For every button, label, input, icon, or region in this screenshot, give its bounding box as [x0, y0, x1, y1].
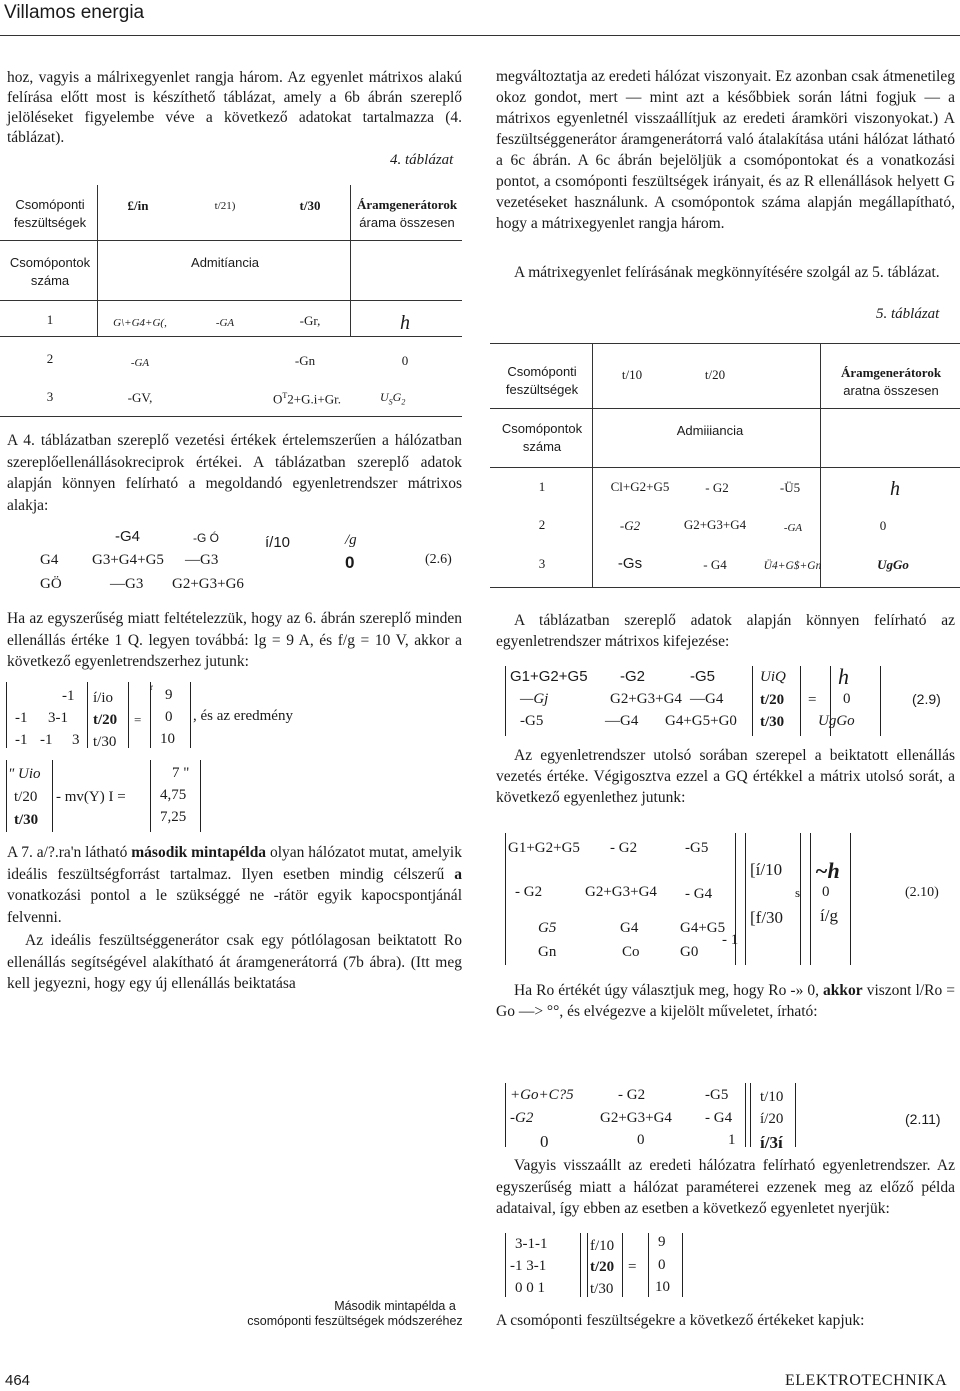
table5-col-1: t/10	[621, 367, 643, 382]
eqB-v1: " Uio	[8, 766, 41, 782]
eq210-r4-4: - 1	[722, 932, 739, 948]
eq211-r2-3: - G4	[705, 1110, 733, 1126]
table4-caption: 4. táblázat	[390, 152, 454, 168]
table5-row1-node: 1	[538, 479, 546, 494]
eq210-v2: [f/30	[750, 908, 784, 927]
eqA-equals: =	[134, 712, 142, 727]
eqA-m-r1: -1	[62, 688, 75, 704]
table5-row3-node: 3	[538, 556, 546, 571]
eq26-r3-1: GÖ	[40, 576, 62, 592]
table5-header-generators: Áramgenerátorok	[840, 365, 942, 380]
eq29-r1-5: h	[838, 664, 849, 689]
table5-header-generators-2: aratna összesen	[843, 383, 939, 398]
eq210-r2-1: - G2	[515, 884, 543, 900]
eqB-v2: t/20	[14, 789, 38, 805]
table5-row1-gen: h	[890, 478, 900, 500]
eqC-r1-3: 9	[658, 1234, 666, 1250]
eq29-r1-2: -G2	[620, 668, 646, 685]
eq29-r3-3: G4+G5+G0	[665, 713, 737, 729]
eq29-r3-5: UgGo	[818, 713, 855, 729]
eq29-r2-1: —Gj	[520, 691, 549, 707]
table5-row3-c1: -Gs	[617, 555, 643, 572]
table4-row3-c2: $O^T2+G.i+Gr$.	[273, 391, 341, 407]
table4-row1-gen: h	[400, 312, 410, 334]
eq210-r2-3: - G4	[685, 886, 713, 902]
header-title: Villamos energia	[4, 2, 145, 23]
eq26-r1-3: í/10	[265, 534, 291, 551]
eqA-r2: 0	[165, 709, 173, 725]
eq29-r1-3: -G5	[690, 668, 716, 685]
eq211-r3-1: 0	[540, 1132, 549, 1151]
eqC-r1-2: f/10	[590, 1238, 615, 1254]
table4-row1-c3: -Gr,	[299, 313, 321, 328]
table4-row3-gen: $U_SG_2$	[380, 390, 406, 407]
eq211-r1-1: +Go+C?5	[510, 1087, 574, 1103]
eq29-r2-6: 0	[843, 691, 851, 707]
right-paragraph-1: megváltoztatja az eredeti hálózat viszonyait. Ez azonban csak átmenetileg okoz gondot, mert — mint azt a későbbiek során látni fogjuk — a mátrixos egyenletnél visszaállítjuk az eredeti áramköri viszonyokat.) A feszültséggenerátor áramgenerátorrá való átalakítása utáni hálózat látható a 6c ábrán. A 6c ábrán bejelöljük a csomópontokat és a vonatkozási pontot, a csomóponti feszültségek irányait, és az R ellenállások helyett G vezetéseket használunk. A csomópontok száma alapján megállapítható, hogy a mátrixegyenlet rangja három.	[496, 68, 955, 232]
left-paragraph-1: hoz, vagyis a málrixegyenlet rangja három. Az egyenlet mátrixos alakú felírása előtt most is készíthető táblázat, amely a 6b ábrán szereplő jelöléseket figyelembe véve a következő adatokat tartalmazza (4. táblázat).	[7, 69, 462, 146]
eq29-r1-1: G1+G2+G5	[510, 668, 588, 685]
table5-row3-c2: - G4	[703, 557, 727, 572]
eq26-number: (2.6)	[425, 552, 452, 567]
eqA-r3: 10	[160, 731, 175, 747]
eqB-r2: 4,75	[160, 787, 187, 803]
eq29-r3-2: —G4	[605, 713, 639, 729]
table4-row3-c1: -GV,	[127, 390, 153, 405]
table4-row2-node: 2	[46, 351, 54, 366]
eq210-r4-3: G0	[680, 944, 699, 960]
table4-header-generators-2: árama összesen	[359, 215, 455, 230]
eqC-r2-3: =	[628, 1259, 637, 1275]
table5-row1-c1: Cl+G2+G5	[610, 479, 670, 494]
eqA-m-r2a: -1	[15, 710, 28, 726]
eq211-r1-4: t/10	[760, 1089, 784, 1105]
eq26-r1-4: /g	[345, 532, 357, 548]
eq26-r2-4: 0	[345, 553, 355, 572]
table5-row2-c3: -GA	[783, 522, 803, 534]
table4-header-generators: Áramgenerátorok	[356, 197, 458, 212]
eqC-r2-1: -1 3-1	[510, 1258, 547, 1274]
table5-row3-c3: Ü4+G$+Gn	[763, 560, 822, 572]
table5-row2-gen: 0	[879, 518, 887, 533]
eq26-r1-2: -G Ó	[193, 531, 219, 545]
figure-caption-1: Második mintapélda a	[334, 1299, 456, 1313]
eqA-m-r3a: -1	[15, 732, 28, 748]
eqC-r1-1: 3-1-1	[515, 1236, 548, 1252]
table4-row1-c2: -GA	[215, 317, 235, 329]
eq26-r3-3: G2+G3+G6	[172, 576, 244, 592]
eqB-mid: - mv(Y) I =	[56, 789, 126, 805]
right-paragraph-4: Az egyenletrendszer utolsó sorában szerepel a beiktatott ellenállás vezetés értéke. Végigosztva ezzel a GQ értékkel a mátrix utolsó sorát, a következő egyenlethez jutunk:	[496, 747, 955, 806]
table5-row2-node: 2	[538, 517, 546, 532]
eq210-r2-2: G2+G3+G4	[585, 884, 657, 900]
table5-header-nodes: Csomópontok száma	[501, 421, 583, 454]
eq210-r4-2: Co	[622, 944, 640, 960]
eq210-v1: [í/10	[750, 860, 783, 879]
eq26-r2-3: —G3	[185, 552, 219, 568]
eqA-v2: t/20	[93, 712, 118, 728]
table5-row2-c2: G2+G3+G4	[683, 517, 747, 532]
left-paragraph-5: Az ideális feszültséggenerátor csak egy pótlólagosan beiktatott Ro ellenállás segítségével alakítható át áramgenerátorrá (7b ábra). (Itt meg kell jegyezni, hogy egy új ellenállás beiktatása	[7, 932, 462, 992]
eq210-r1: ~h	[815, 858, 840, 883]
eqA-m-r3b: -1	[40, 732, 53, 748]
eq211-r3-3: 1	[728, 1132, 736, 1148]
eq29-number: (2.9)	[912, 691, 941, 707]
eq210-r3-1: G5	[538, 920, 557, 936]
right-paragraph-2: A mátrixegyenlet felírásának megkönnyítésére szolgál az 5. táblázat.	[514, 264, 940, 281]
eq29-r3-4: t/30	[760, 714, 785, 730]
eq210-r2: 0	[822, 884, 830, 900]
figure-caption-2: csomóponti feszültségek módszeréhez	[247, 1314, 463, 1328]
table5-admittance: Admiiiancia	[676, 423, 744, 438]
eq26-r1-1: -G4	[115, 528, 141, 545]
eq211-r3-2: 0	[637, 1132, 645, 1148]
table4-row1-node: 1	[46, 312, 54, 327]
eq26-r3-2: —G3	[110, 576, 144, 592]
eqA-r1: 9	[165, 687, 173, 703]
eq29-r2-2: G2+G3+G4	[610, 691, 682, 707]
eq26-r2-2: G3+G4+G5	[92, 552, 164, 568]
table5-header-voltages: Csomóponti feszültségek	[505, 364, 579, 397]
eq29-r3-1: -G5	[520, 713, 544, 729]
eq211-r3-4: í/3í	[760, 1133, 783, 1152]
eq210-r1-2: - G2	[610, 840, 638, 856]
eq210-r1-3: -G5	[685, 840, 709, 856]
eq210-r4-1: Gn	[538, 944, 557, 960]
eqB-r3: 7,25	[160, 809, 187, 825]
right-paragraph-6: Vagyis visszaállt az eredeti hálózatra felírható egyenletrendszer. Az egyszerűség miatt a hálózat paraméterei ezzenek meg az előző példa adataival, így ebben az esetben a következő egyenletet nyerjük:	[496, 1157, 955, 1217]
eq29-r1-4: UiQ	[760, 669, 786, 685]
eq210-s: s	[795, 885, 801, 900]
eqB-r1: 7 "	[172, 765, 190, 781]
eq210-r3-2: G4	[620, 920, 639, 936]
eq210-r3-3: G4+G5	[680, 920, 726, 936]
table4-row3-node: 3	[46, 389, 54, 404]
table4-admittance: Admitíancia	[191, 255, 259, 270]
table4-row2-c2: -Gn	[294, 353, 316, 368]
eq211-r1-2: - G2	[618, 1087, 646, 1103]
eq211-number: (2.11)	[905, 1111, 941, 1127]
table5-row2-c1: -G2	[619, 518, 641, 533]
left-paragraph-2: A 4. táblázatban szereplő vezetési értékek értelemszerűen a hálózatban szereplőellenállásokreciprok értékei. A táblázatban szereplő adatok alapján könnyen felírható a megoldandó egyenletrendszer mátrixos alakja:	[7, 432, 462, 514]
eqC-r3-2: t/30	[590, 1281, 614, 1297]
table4-col-3: t/30	[299, 198, 321, 213]
table4-row2-c1: -GA	[130, 357, 150, 369]
eqA-m-r3c: 3	[72, 732, 80, 748]
eq26-r2-1: G4	[40, 552, 59, 568]
table5-row1-c2: - G2	[705, 480, 729, 495]
eq211-r1-3: -G5	[705, 1087, 729, 1103]
eq210-r3: í/g	[820, 906, 838, 925]
eqA-v1: í/io	[93, 690, 114, 706]
eq29-r2-3: —G4	[690, 691, 724, 707]
table4-col-1: £/in	[127, 198, 149, 213]
eq211-r2-2: G2+G3+G4	[600, 1110, 672, 1126]
table5-row3-gen: UgGo	[877, 557, 909, 572]
right-paragraph-5: Ha Ro értékét úgy választjuk meg, hogy Ro -» 0, akkor viszont l/Ro = Go —> °°, és elvégezve a kijelölt műveletet, írható:	[496, 982, 955, 1020]
journal-name: ELEKTROTECHNIKA	[785, 1372, 948, 1389]
table4-row2-c3: 0	[401, 353, 409, 368]
table5-caption: 5. táblázat	[876, 306, 940, 322]
eqA-sup: r	[150, 682, 153, 692]
eq211-r2-4: í/20	[760, 1111, 784, 1127]
table4-header-nodes: Csomópontok száma	[9, 255, 91, 288]
left-paragraph-4: A 7. a/?.ra'n látható második mintapélda olyan hálózatot mutat, amelyik ideális feszültségforrást tartalmaz. Ilyen esetben mindig célszerű a vonatkozási pontol a le szükséggé ne -rátör egyik kapocspontjánál felvenni.	[7, 844, 462, 926]
eqA-tail: , és az eredmény	[193, 708, 293, 724]
right-paragraph-3: A táblázatban szereplő adatok alapján könnyen felírható az egyenletrendszer mátrixos kifejezése:	[496, 612, 955, 650]
table4-col-2: t/21)	[214, 200, 236, 212]
table4-row1-c1: G\+G4+G(,	[113, 317, 167, 329]
eq211-r2-1: -G2	[510, 1110, 534, 1126]
page-number: 464	[5, 1372, 31, 1389]
eqC-r3-1: 0 0 1	[515, 1280, 545, 1296]
eqA-m-r2b: 3-1	[48, 710, 68, 726]
left-paragraph-3: Ha az egyszerűség miatt feltételezzük, hogy az 6. ábrán szereplő minden ellenállás értéke 1 Q. legyen továbbá: lg = 9 A, és f/g = 10 V, akkor a következő egyenletrendszerhez jutunk:	[7, 610, 462, 670]
right-paragraph-7: A csomóponti feszültségekre a következő értékeket kapjuk:	[496, 1312, 865, 1329]
eq210-number: (2.10)	[905, 885, 939, 900]
table4-header-voltages: Csomóponti feszültségek	[13, 197, 87, 230]
eqC-r3-3: 10	[655, 1279, 670, 1295]
table5-row1-c3: -Ü5	[779, 480, 801, 495]
eq29-r2-4: t/20	[760, 692, 785, 708]
eqB-v3: t/30	[14, 812, 39, 828]
eqC-r2-2: t/20	[590, 1259, 615, 1275]
eq29-r2-5: =	[808, 692, 817, 708]
header-rule	[0, 35, 960, 36]
eqC-r2-4: 0	[658, 1257, 666, 1273]
eq210-r1-1: G1+G2+G5	[508, 840, 580, 856]
eqA-v3: t/30	[93, 734, 117, 750]
table5-col-2: t/20	[704, 367, 726, 382]
